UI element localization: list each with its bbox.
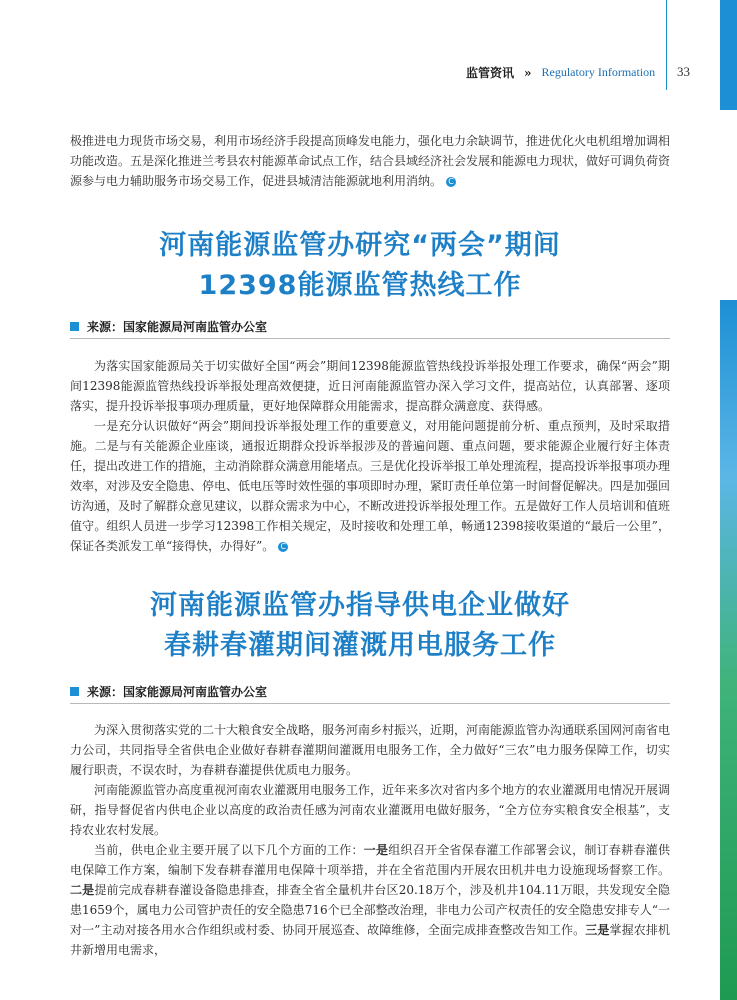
- top-blue-bar: [720, 0, 737, 110]
- article2-title-line1: 河南能源监管办指导供电企业做好: [150, 590, 570, 621]
- article1-title-line1: 河南能源监管办研究“两会”期间: [159, 230, 561, 261]
- end-mark-icon: C: [446, 177, 456, 187]
- article2-source: 来源：国家能源局河南监管办公室: [70, 683, 267, 700]
- square-bullet-icon: [70, 322, 79, 331]
- article2-paragraph-2: 河南能源监管办高度重视河南农业灌溉用电服务工作，近年来多次对省内多个地方的农业灌溉用电情况开展调研，指导督促省内供电企业以高度的政治责任感为河南农业灌溉用电做好服务，“全方位夯实粮食安全根基”，支持农业农村发展。: [70, 783, 671, 837]
- header-divider-line: [666, 0, 667, 90]
- square-bullet-icon: [70, 687, 79, 696]
- article2-paragraph-1: 为深入贯彻落实党的二十大粮食安全战略，服务河南乡村振兴，近期，河南能源监管办沟通联系国网河南省电力公司，共同指导全省供电企业做好春耕春灌期间灌溉用电服务工作，全力做好“三农”电力服务保障工作，切实履行职责，不误农时，为春耕春灌提供优质电力服务。: [70, 723, 671, 777]
- page-number: 33: [677, 64, 690, 79]
- section-title-en: Regulatory Information: [541, 65, 656, 79]
- end-mark-icon: C: [278, 542, 288, 552]
- side-color-stripe: [720, 300, 737, 1000]
- source-divider: [70, 338, 670, 339]
- article2-title-line2: 春耕春灌期间灌溉用电服务工作: [164, 630, 556, 661]
- article1-title-line2: 12398能源监管热线工作: [198, 270, 522, 301]
- section-title-cn: 监管资讯: [466, 66, 515, 80]
- intro-paragraph: 极推进电力现货市场交易，利用市场经济手段提高顶峰发电能力，强化电力余缺调节，推进优化火电机组增加调相功能改造。五是深化推进兰考县农村能源革命试点工作，结合县域经济社会发展和能源电力现状，做好可调负荷资源参与电力辅助服务市场交易工作，促进县城清洁能源就地利用消纳。 C: [70, 134, 671, 188]
- page-header: [466, 64, 690, 81]
- article1-paragraph-2: 一是充分认识做好“两会”期间投诉举报处理工作的重要意义，对用能问题提前分析、重点预判，及时采取措施。二是与有关能源企业座谈，通报近期群众投诉举报涉及的普遍问题、重点问题，要求能源企业履行好主体责任，提出改进工作的措施，主动消除群众满意用能堵点。三是优化投诉举报工单处理流程，提高投诉举报事项办理效率，对涉及安全隐患、停电、低电压等时效性强的事项即时办理，紧盯责任单位第一时间督促解决。四是加强回访沟通，及时了解群众意见建议，以群众需求为中心，不断改进投诉举报处理工作。五是做好工作人员培训和值班值守。组织人员进一步学习12398工作相关规定，及时接收和处理工单，畅通12398接收渠道的“最后一公里”，保证各类派发工单“接得快，办得好”。 C: [70, 419, 671, 553]
- article1-title: [0, 226, 720, 306]
- source-divider: [70, 703, 670, 704]
- article1-paragraph-1: 为落实国家能源局关于切实做好全国“两会”期间12398能源监管热线投诉举报处理工作要求，确保“两会”期间12398能源监管热线投诉举报处理高效便捷，近日河南能源监管办深入学习文件，提高站位，认真部署、逐项落实，提升投诉举报事项办理质量，更好地保障群众用能需求，提高群众满意度、获得感。: [70, 359, 670, 413]
- article1-source: 来源：国家能源局河南监管办公室: [70, 318, 267, 335]
- article2-paragraph-3: 当前，供电企业主要开展了以下几个方面的工作：一是组织召开全省保春灌工作部署会议，制订春耕春灌供电保障工作方案，编制下发春耕春灌用电保障十项举措，并在全省范围内开展农田机井电力设施现场督察工作。二是提前完成春耕春灌设备隐患排查，排查全省全量机井台区20.18万个，涉及机井104.11万眼，共发现安全隐患1659个，属电力公司管护责任的安全隐患716个已全部整改治理，非电力公司产权责任的安全隐患安排专人“一对一”主动对接各用水合作组织或村委、协同开展巡查、故障维修，全面完成排查整改告知工作。三是掌握农排机井新增用电需求，: [70, 843, 670, 957]
- article2-title: [0, 586, 720, 666]
- chevron-right-icon: »: [524, 65, 532, 80]
